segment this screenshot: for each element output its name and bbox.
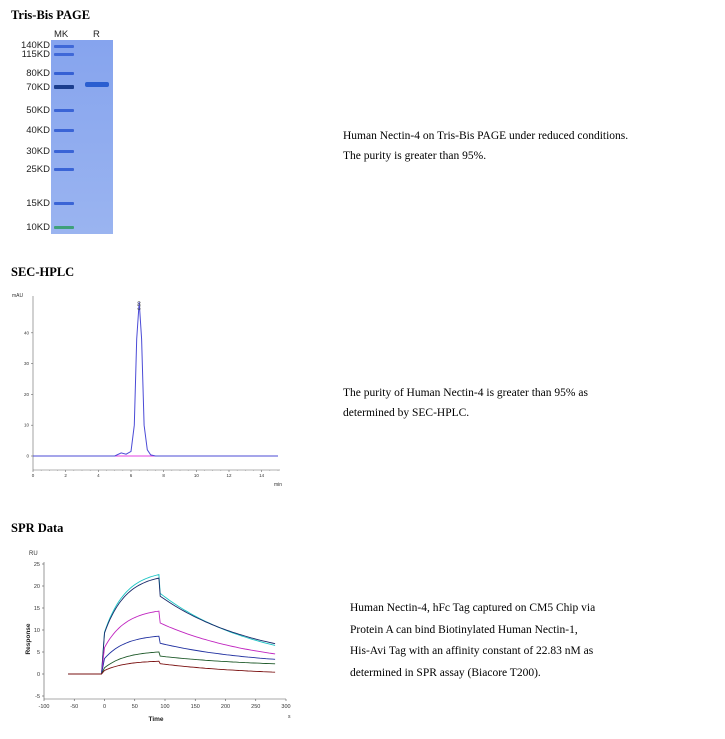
lane-label-reduced: R — [93, 29, 100, 40]
hplc-x-unit: min — [274, 482, 283, 488]
ladder-band — [54, 226, 74, 229]
hplc-x-tick-label: 0 — [31, 473, 35, 478]
hplc-description — [343, 383, 656, 423]
ladder-band — [54, 129, 74, 132]
spr-x-tick-label: 0 — [102, 704, 107, 710]
spr-description-line: Human Nectin-4, hFc Tag captured on CM5 Chip via — [350, 602, 596, 614]
spr-curve-cyan — [68, 575, 275, 674]
spr-y-tick-label: 15 — [33, 606, 40, 612]
gel-description-line: The purity is greater than 95%. — [343, 150, 487, 162]
spr-y-label: Response — [25, 623, 32, 655]
gel-title: Tris-Bis PAGE — [11, 8, 91, 22]
spr-x-tick-label: 50 — [131, 704, 138, 710]
lane-label-marker: MK — [54, 29, 69, 40]
hplc-trace — [33, 302, 278, 456]
hplc-x-tick-label: 10 — [193, 473, 199, 478]
marker-label: 40KD — [26, 125, 50, 136]
spr-y-tick-label: 0 — [36, 672, 40, 678]
marker-label: 115KD — [21, 49, 50, 60]
spr-chart — [10, 544, 300, 729]
marker-label: 25KD — [26, 164, 50, 175]
spr-curve-blue — [68, 636, 275, 674]
spr-curve-brown — [68, 661, 275, 674]
spr-description-line: Protein A can bind Biotinylated Human Nectin-1, — [350, 623, 578, 636]
spr-title: SPR Data — [11, 521, 64, 535]
marker-label: 140KD — [20, 40, 50, 51]
spr-x-unit: s — [288, 714, 291, 720]
spr-y-unit: RU — [29, 551, 38, 557]
hplc-x-tick-label: 8 — [162, 473, 165, 478]
spr-x-tick-label: -50 — [70, 704, 79, 710]
ladder-band — [54, 150, 74, 153]
spr-y-tick-label: 10 — [33, 628, 40, 634]
ladder-band — [54, 53, 74, 56]
marker-label: 10KD — [26, 222, 50, 233]
marker-label: 30KD — [26, 146, 50, 157]
hplc-title: SEC-HPLC — [11, 265, 75, 279]
hplc-y-tick-label: 20 — [23, 391, 29, 397]
spr-y-tick-label: 5 — [36, 650, 40, 656]
spr-description-line: determined in SPR assay (Biacore T200). — [350, 666, 541, 679]
hplc-y-tick-label: 0 — [26, 453, 29, 459]
spr-x-tick-label: 100 — [160, 704, 170, 710]
spr-y-tick-label: -5 — [35, 694, 40, 700]
marker-label: 80KD — [26, 68, 50, 79]
spr-x-tick-label: 200 — [220, 704, 231, 710]
hplc-x-tick-label: 2 — [64, 473, 67, 478]
hplc-peak-label: 6.50 — [136, 301, 142, 310]
gel-description — [343, 126, 673, 166]
spr-x-tick-label: -100 — [38, 704, 50, 710]
ladder-band — [54, 109, 74, 112]
spr-x-tick-label: 150 — [190, 704, 200, 710]
hplc-y-tick-label: 40 — [23, 330, 29, 336]
hplc-x-tick-label: 4 — [97, 473, 100, 478]
ladder-band — [54, 72, 74, 75]
gel-description-line: Human Nectin-4 on Tris-Bis PAGE under reduced conditions. — [343, 130, 629, 142]
spr-x-tick-label: 250 — [251, 704, 261, 710]
spr-description — [350, 598, 636, 684]
hplc-y-tick-label: 30 — [23, 361, 29, 367]
hplc-y-unit: mAU — [12, 293, 24, 299]
hplc-description-line: The purity of Human Nectin-4 is greater than 95% as — [343, 387, 588, 399]
hplc-x-tick-label: 14 — [259, 473, 265, 478]
hplc-x-tick-label: 6 — [129, 473, 133, 478]
ladder-band — [54, 168, 74, 171]
sample-band — [85, 82, 109, 87]
spr-curve-navy — [68, 578, 275, 674]
spr-y-tick-label: 20 — [33, 584, 40, 590]
marker-label: 70KD — [26, 82, 50, 93]
marker-label: 50KD — [26, 105, 50, 116]
hplc-x-tick-label: 12 — [226, 473, 232, 478]
hplc-description-line: determined by SEC-HPLC. — [343, 407, 470, 419]
spr-description-line: His-Avi Tag with an affinity constant of 22.83 nM as — [350, 645, 594, 657]
spr-y-tick-label: 25 — [33, 562, 40, 568]
hplc-y-tick-label: 10 — [23, 422, 29, 428]
ladder-band — [54, 202, 74, 205]
gel-image — [51, 40, 113, 234]
spr-x-tick-label: 300 — [281, 704, 291, 710]
spr-curve-magenta — [68, 611, 275, 674]
marker-label: 15KD — [26, 198, 50, 209]
spr-x-label: Time — [148, 716, 164, 723]
ladder-band — [54, 45, 74, 48]
hplc-chart — [10, 288, 290, 488]
ladder-band — [54, 85, 74, 89]
